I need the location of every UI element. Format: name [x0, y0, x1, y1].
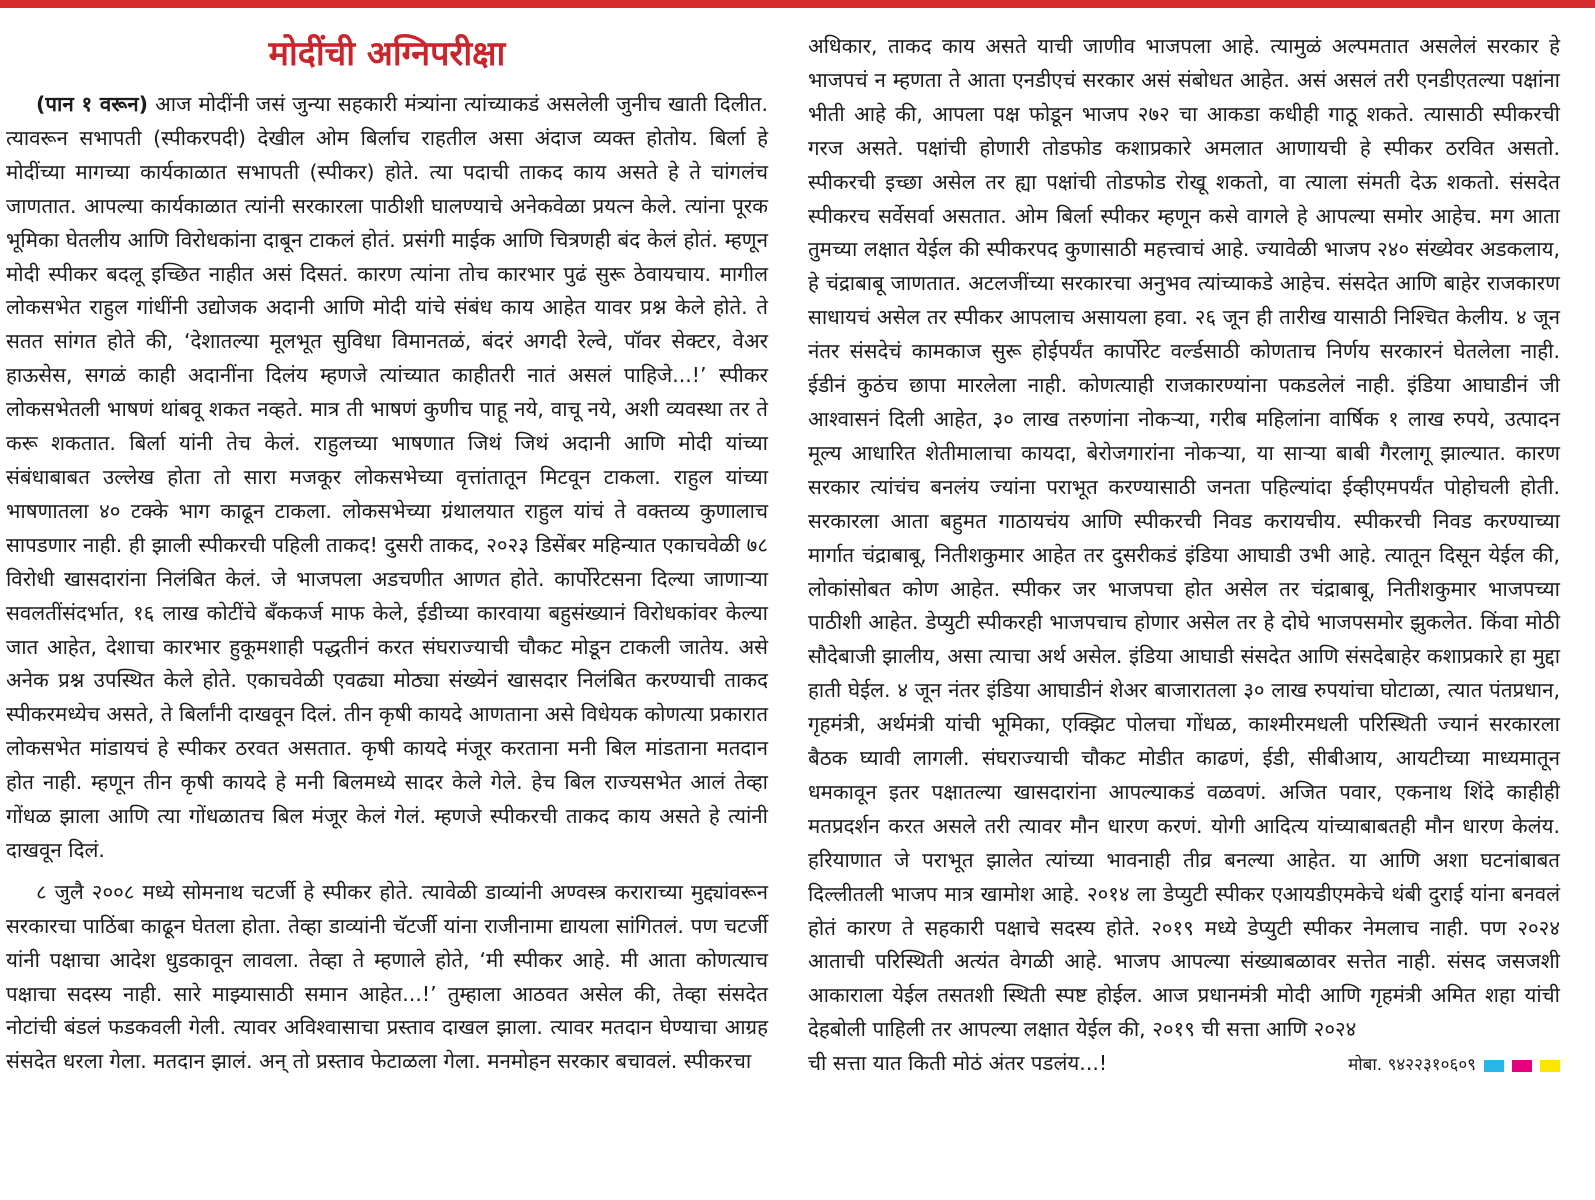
continuation-byline: (पान १ वरून)	[36, 92, 148, 116]
article-paragraph-3: अधिकार, ताकद काय असते याची जाणीव भाजपला आहे. त्यामुळं अल्पमतात असलेलं सरकार हे भाजपचं न म्हणता ते आता एनडीएचं सरकार असं संबोधत आहेत. असं असलं तरी एनडीएतल्या पक्षांना भीती आहे की, आपला पक्ष फोडून भाजप २७२ चा आकडा कधीही गाठू शकते. त्यासाठी स्पीकरची गरज असते. पक्षांची होणारी तोडफोड कशाप्रकारे अमलात आणायची हे स्पीकर ठरवित असतो. स्पीकरची इच्छा असेल तर ह्या पक्षांची तोडफोड रोखू शकतो, वा त्याला संमती देऊ शकतो. संसदेत स्पीकरच सर्वेसर्वा असतात. ओम बिर्ला स्पीकर म्हणून कसे वागले हे आपल्या समोर आहेच. मग आता तुमच्या लक्षात येईल की स्पीकरपद कुणासाठी महत्त्वाचं आहे. ज्यावेळी भाजप २४० संख्येवर अडकलाय, हे चंद्राबाबू जाणतात. अटलजींच्या सरकारचा अनुभव त्यांच्याकडे आहेच. संसदेत आणि बाहेर राजकारण साधायचं असेल तर स्पीकर आपलाच असायला हवा. २६ जून ही तारीख यासाठी निश्चित केलीय. ४ जून नंतर संसदेचं कामकाज सुरू होईपर्यंत कार्पोरेट वर्ल्डसाठी कोणताच निर्णय सरकारनं घेतलेला नाही. ईडीनं कुठंच छापा मारलेला नाही. कोणत्याही राजकारण्यांना पकडलेलं नाही. इंडिया आघाडीनं जी आश्वासनं दिली आहेत, ३० लाख तरुणांना नोकऱ्या, गरीब महिलांना वार्षिक १ लाख रुपये, उत्पादन मूल्य आधारित शेतीमालाचा कायदा, बेरोजगारांना नोकऱ्या, या साऱ्या बाबी गैरलागू झाल्यात. कारण सरकार त्यांचंच बनलंय ज्यांना पराभूत करण्यासाठी जनता पहिल्यांदा ईव्हीएमपर्यंत पोहोचली होती. सरकारला आता बहुमत गाठायचंय आणि स्पीकरची निवड करायचीय. स्पीकरची निवड करण्याच्या मार्गात चंद्राबाबू, नितीशकुमार आहेत तर दुसरीकडं इंडिया आघाडी उभी आहे. त्यातून दिसून येईल की, लोकांसोबत कोण आहेत. स्पीकर जर भाजपचा होत असेल तर चंद्राबाबू, नितीशकुमार भाजपच्या पाठीशी आहेत. डेप्युटी स्पीकरही भाजपचाच होणार असेल तर हे दोघे भाजपसमोर झुकलेत. किंवा मोठी सौदेबाजी झालीय, असा त्याचा अर्थ असेल. इंडिया आघाडी संसदेत आणि संसदेबाहेर कशाप्रकारे हा मुद्दा हाती घेईल. ४ जून नंतर इंडिया आघाडीनं शेअर बाजारातला ३० लाख रुपयांचा घोटाळा, त्यात पंतप्रधान, गृहमंत्री, अर्थमंत्री यांची भूमिका, एक्झिट पोलचा गोंधळ, काश्मीरमधली परिस्थिती ज्यानं सरकारला बैठक घ्यावी लागली. संघराज्याची चौकट मोडीत काढणं, ईडी, सीबीआय, आयटीच्या माध्यमातून धमकावून इतर पक्षातल्या खासदारांना आपल्याकडं वळवणं. अजित पवार, एकनाथ शिंदे काहीही मतप्रदर्शन करत असले तरी त्यावर मौन धारण करणं. योगी आदित्य यांच्याबाबतही मौन धारण केलंय. हरियाणात जे पराभूत झालेत त्यांच्या भावनाही तीव्र बनल्या आहेत. या आणि अशा घटनांबाबत दिल्लीतली भाजप मात्र खामोश आहे. २०१४ ला डेप्युटी स्पीकर एआयडीएमकेचे थंबी दुराई यांना बनवलं होतं कारण ते सहकारी पक्षाचे सदस्य होते. २०१९ मध्ये डेप्युटी स्पीकर नेमलाच नाही. पण २०२४ आताची परिस्थिती अत्यंत वेगळी आहे. भाजप आपल्या संख्याबळावर सत्तेत नाही. संसद जसजशी आकाराला येईल तसतशी स्थिती स्पष्ट होईल. आज प्रधानमंत्री मोदी आणि गृहमंत्री अमित शहा यांची देहबोली पाहिली तर आपल्या लक्षात येईल की, २०१९ ची सत्ता आणि २०२४	[808, 34, 1560, 1042]
top-red-rule	[0, 0, 1595, 8]
contact-block	[1348, 1049, 1560, 1083]
paragraph-text: आज मोदींनी जसं जुन्या सहकारी मंत्र्यांना त्यांच्याकडं असलेली जुनीच खाती दिलीत. त्यावरून सभापती (स्पीकरपदी) देखील ओम बिर्लाच राहतील असा अंदाज व्यक्त होतोय. बिर्ला हे मोदींच्या मागच्या कार्यकाळात सभापती (स्पीकर) होते. त्या पदाची ताकद काय असते हे ते चांगलंच जाणतात. आपल्या कार्यकाळात त्यांनी सरकारला पाठीशी घालण्याचे अनेकवेळा प्रयत्न केले. त्यांना पूरक भूमिका घेतलीय आणि विरोधकांना दाबून टाकलं होतं. प्रसंगी माईक आणि चित्रणही बंद केलं होतं. म्हणून मोदी स्पीकर बदलू इच्छित नाहीत असं दिसतं. कारण त्यांना तोच कारभार पुढं सुरू ठेवायचाय. मागील लोकसभेत राहुल गांधींनी उद्योजक अदानी आणि मोदी यांचे संबंध काय आहेत यावर प्रश्न केले होते. ते सतत सांगत होते की, ‘देशातल्या मूलभूत सुविधा विमानतळं, बंदरं अगदी रेल्वे, पॉवर सेक्टर, वेअर हाऊसेस, सगळं काही अदानींना दिलंय म्हणजे त्यांच्यात काहीतरी नातं असलं पाहिजे...!’ स्पीकर लोकसभेतली भाषणं थांबवू शकत नव्हते. मात्र ती भाषणं कुणीच पाहू नये, वाचू नये, अशी व्यवस्था तर ते करू शकतात. बिर्ला यांनी तेच केलं. राहुलच्या भाषणात जिथं जिथं अदानी आणि मोदी यांच्या संबंधाबाबत उल्लेख होता तो सारा मजकूर लोकसभेच्या वृत्तांतातून मिटवून टाकला. राहुल यांच्या भाषणातला ४० टक्के भाग काढून टाकला. लोकसभेच्या ग्रंथालयात राहुल यांचं ते वक्तव्य कुणालाच सापडणार नाही. ही झाली स्पीकरची पहिली ताकद! दुसरी ताकद, २०२३ डिसेंबर महिन्यात एकाचवेळी ७८ विरोधी खासदारांना निलंबित केलं. जे भाजपला अडचणीत आणत होते. कार्पोरेटसना दिल्या जाणाऱ्या सवलतींसंदर्भात, १६ लाख कोटींचे बँककर्ज माफ केले, ईडीच्या कारवाया बहुसंख्यानं विरोधकांवर केल्या जात आहेत, देशाचा कारभार हुकूमशाही पद्धतीनं करत संघराज्याची चौकट मोडून टाकली जातेय. असे अनेक प्रश्न उपस्थित केले होते. एकाचवेळी एवढ्या मोठ्या संख्येनं खासदार निलंबित करण्याची ताकद स्पीकरमध्येच असते, ते बिर्लांनी दाखवून दिलं. तीन कृषी कायदे आणताना असे विधेयक कोणत्या प्रकारात लोकसभेत मांडायचं हे स्पीकर ठरवत असतात. कृषी कायदे मंजूर करताना मनी बिल मांडताना मतदान होत नाही. म्हणून तीन कृषी कायदे हे मनी बिलमध्ये सादर केले गेले. हेच बिल राज्यसभेत आलं तेव्हा गोंधळ झाला आणि त्या गोंधळातच बिल मंजूर केलं गेलं. म्हणजे स्पीकरची ताकद काय असते हे त्यांनी दाखवून दिलं.	[6, 92, 768, 862]
color-swatch-cyan	[1484, 1060, 1504, 1072]
article-paragraph-1	[6, 88, 768, 868]
color-swatch-yellow	[1540, 1060, 1560, 1072]
contact-number: मोबा. ९४२२३१०६०९	[1348, 1055, 1476, 1076]
article-footer-line	[808, 1047, 1560, 1083]
color-swatch-magenta	[1512, 1060, 1532, 1072]
article-headline: मोदींची अग्निपरीक्षा	[268, 34, 506, 74]
article-column-right	[808, 30, 1560, 1083]
article-closing-line: ची सत्ता यात किती मोठं अंतर पडलंय...!	[808, 1051, 1108, 1076]
article-paragraph-2: ८ जुलै २००८ मध्ये सोमनाथ चटर्जी हे स्पीकर होते. त्यावेळी डाव्यांनी अण्वस्त्र कराराच्या मुद्द्यांवरून सरकारचा पाठिंबा काढून घेतला होता. तेव्हा डाव्यांनी चॅटर्जी यांना राजीनामा द्यायला सांगितलं. पण चटर्जी यांनी पक्षाचा आदेश धुडकावून लावला. तेव्हा ते म्हणाले होते, ‘मी स्पीकर आहे. मी आता कोणत्याच पक्षाचा सदस्य नाही. सारे माझ्यासाठी समान आहेत...!’ तुम्हाला आठवत असेल की, तेव्हा संसदेत नोटांची बंडलं फडकवली गेली. त्यावर अविश्वासाचा प्रस्ताव दाखल झाला. त्यावर मतदान घेण्याचा आग्रह संसदेत धरला गेला. मतदान झालं. अन् तो प्रस्ताव फेटाळला गेला. मनमोहन सरकार बचावलं. स्पीकरचा	[6, 879, 768, 1074]
article-column-left	[6, 8, 768, 1079]
